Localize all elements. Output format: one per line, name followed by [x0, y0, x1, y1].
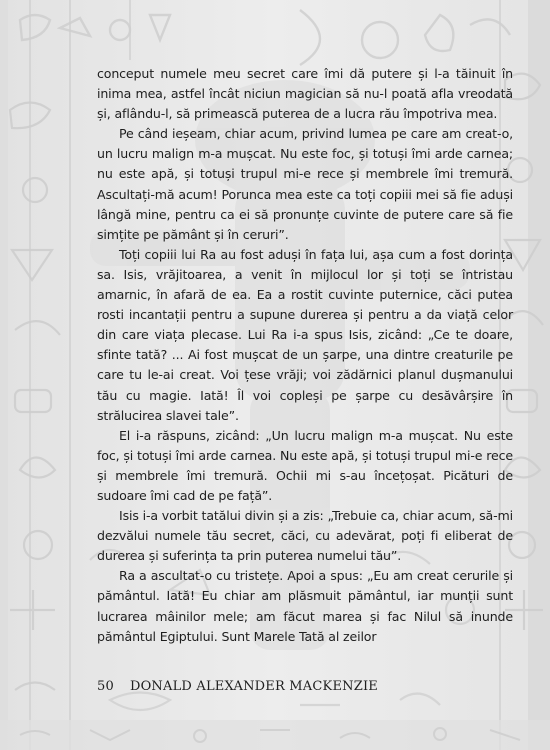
running-author: DONALD ALEXANDER MACKENZIE	[129, 679, 378, 694]
paragraph: El i-a răspuns, zicând: „Un lucru malign m-a mușcat. Nu este foc, și totuși îmi arde carnea. Nu este apă, și totuși trupul mi-e rece și membrele îmi tremură. Ochii mi s-au încețoșat. Picături de sudoare îmi cad de pe față”.	[97, 427, 513, 503]
paragraph-continued: conceput numele meu secret care îmi dă putere și l-a tăinuit în inima mea, astfel încât niciun magician să nu-l poată afla vreodată și, aflându-l, să primească puterea de a lucra rău împotriva mea.	[97, 66, 513, 122]
body-text	[97, 64, 513, 647]
paragraph: Pe când ieșeam, chiar acum, privind lumea pe care am creat-o, un lucru malign m-a mușcat. Nu este foc, și totuși îmi arde carnea; nu este apă, și totuși trupul mi-e rece și membrele îmi tremură. Ascultați-mă acum! Porunca mea este ca toți copiii mei să fie aduși lângă mine, pentru ca ei să pronunțe cuvinte de putere care să fie simțite pe pământ și în ceruri”.	[97, 126, 513, 242]
page-footer	[97, 679, 378, 697]
paragraph: Toți copiii lui Ra au fost aduși în fața lui, așa cum a fost dorința sa. Isis, vrăjitoarea, a venit în mijlocul lor și toți se întristau amarnic, în afară de ea. Ea a rostit cuvinte puternice, căci putea rosti incantații pentru a supune durerea și pentru a da viață celor din care viața plecase. Lui Ra i-a spus Isis, zicând: „Ce te doare, sfinte tată? ... Ai fost mușcat de un șarpe, una dintre creaturile pe care tu le-ai creat. Voi țese vrăji; voi zădărnici planul dușmanului tău cu magie. Iată! Îl voi copleși pe șarpe cu desăvârșire în strălucirea slavei tale”.	[97, 246, 513, 423]
paragraph: Isis i-a vorbit tatălui divin și a zis: „Trebuie ca, chiar acum, să-mi dezvălui numele tău secret, căci, cu adevărat, poți fi eliberat de durerea și suferința ta prin puterea numelui tău”.	[97, 508, 513, 564]
page-number: 50	[97, 679, 114, 694]
paragraph: Ra a ascultat-o cu tristețe. Apoi a spus: „Eu am creat cerurile și pământul. Iată! Eu chiar am plăsmuit pământul, iar munții sunt lucrarea mâinilor mele; am făcut marea și fac Nilul să inunde pământul Egiptului. Sunt Marele Tată al zeilor	[97, 568, 513, 644]
